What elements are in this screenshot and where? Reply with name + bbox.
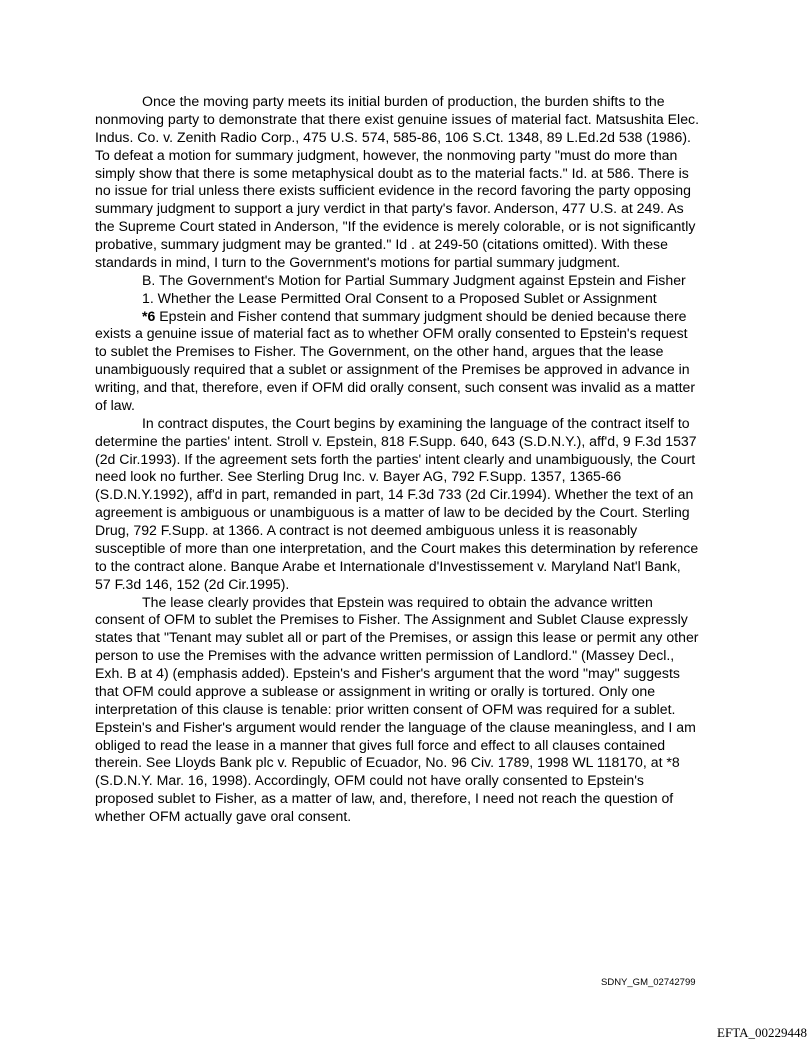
paragraph-summary-judgment-standard: Once the moving party meets its initial burden of production, the burden shifts to the nonmoving party to demonstrate that there exist genuine issues of material fact. Matsushita Elec. Indus. Co. v. Zenith Radio Corp., 475 U.S. 574, 585-86, 106 S.Ct. 1348, 89 L.Ed.2d 538 (1986). To defeat a motion for summary judgment, however, the nonmoving party "must do more than simply show that there is some metaphysical doubt as to the material facts." Id. at 586. There is no issue for trial unless there exists sufficient evidence in the record favoring the party opposing summary judgment to support a jury verdict in that party's favor. Anderson, 477 U.S. at 249. As the Supreme Court stated in Anderson, "If the evidence is merely colorable, or is not significantly probative, summary judgment may be granted." Id . at 249-50 (citations omitted). With these standards in mind, I turn to the Government's motions for partial summary judgment.	[95, 93, 699, 270]
paragraph-lease-clause: The lease clearly provides that Epstein was required to obtain the advance written consent of OFM to sublet the Premises to Fisher. The Assignment and Sublet Clause expressly states that "Tenant may sublet all or part of the Premises, or assign this lease or permit any other person to use the Premises with the advance written permission of Landlord." (Massey Decl., Exh. B at 4) (emphasis added). Epstein's and Fisher's argument that the word "may" suggests that OFM could approve a sublease or assignment in writing or orally is tortured. Only one interpretation of this clause is tenable: prior written consent of OFM was required for a sublet. Epstein's and Fisher's argument would render the language of the clause meaningless, and I am obliged to read the lease in a manner that gives full force and effect to all clauses contained therein. See Lloyds Bank plc v. Republic of Ecuador, No. 96 Civ. 1789, 1998 WL 118170, at *8 (S.D.N.Y. Mar. 16, 1998). Accordingly, OFM could not have orally consented to Epstein's proposed sublet to Fisher, as a matter of law, and, therefore, I need not reach the question of whether OFM actually gave oral consent.	[95, 593, 699, 824]
star-page-marker: *6	[142, 307, 156, 324]
paragraph-contentions	[95, 308, 699, 415]
efta-number: EFTA_00229448	[717, 1025, 807, 1040]
document-body	[95, 93, 699, 826]
paragraph-contract-disputes: In contract disputes, the Court begins by examining the language of the contract itself to determine the parties' intent. Stroll v. Epstein, 818 F.Supp. 640, 643 (S.D.N.Y.), aff'd, 9 F.3d 1537 (2d Cir.1993). If the agreement sets forth the parties' intent clearly and unambiguously, the Court need look no further. See Sterling Drug Inc. v. Bayer AG, 792 F.Supp. 1357, 1365-66 (S.D.N.Y.1992), aff'd in part, remanded in part, 14 F.3d 733 (2d Cir.1994). Whether the text of an agreement is ambiguous or unambiguous is a matter of law to be decided by the Court. Sterling Drug, 792 F.Supp. at 1366. A contract is not deemed ambiguous unless it is reasonably susceptible of more than one interpretation, and the Court makes this determination by reference to the contract alone. Banque Arabe et Internationale d'Investissement v. Maryland Nat'l Bank, 57 F.3d 146, 152 (2d Cir.1995).	[95, 414, 699, 592]
bates-number: SDNY_GM_02742799	[601, 977, 696, 988]
section-heading-1: 1. Whether the Lease Permitted Oral Consent to a Proposed Sublet or Assignment	[142, 289, 657, 306]
section-heading-b: B. The Government's Motion for Partial Summary Judgment against Epstein and Fisher	[142, 271, 686, 288]
paragraph-contentions-text: Epstein and Fisher contend that summary judgment should be denied because there exists a genuine issue of material fact as to whether OFM orally consented to Epstein's request to sublet the Premises to Fisher. The Government, on the other hand, argues that the lease unambiguously required that a sublet or assignment of the Premises be approved in advance in writing, and that, therefore, even if OFM did orally consent, such consent was invalid as a matter of law.	[95, 307, 696, 413]
